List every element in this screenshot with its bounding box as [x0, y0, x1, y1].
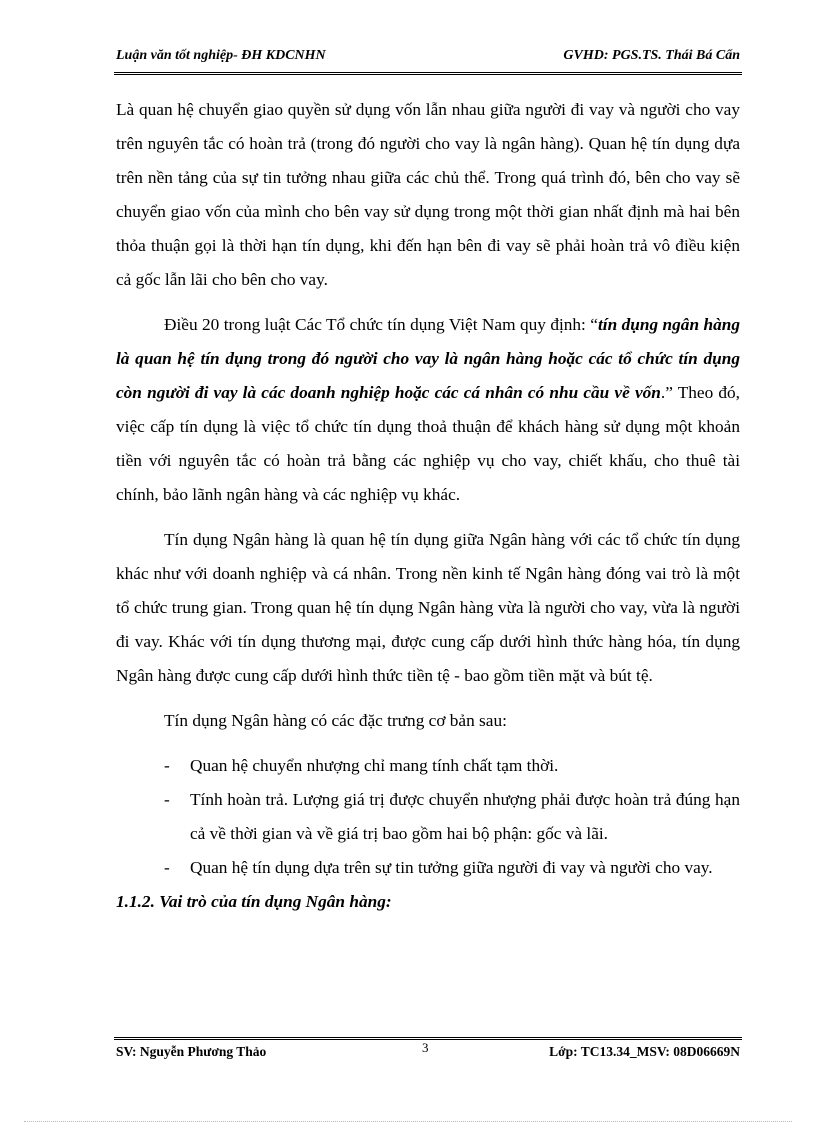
header-divider [114, 72, 742, 75]
law-explanation-text: .” Theo đó, việc cấp tín dụng là việc tổ chức tín dụng thoả thuận để khách hàng sử dụng một khoản tiền với nguyên tắc có hoàn trả bằng các nghiệp vụ cho vay, chiết khấu, cho thuê tài chính, bảo lãnh ngân hàng và các nghiệp vụ khác. [116, 383, 740, 504]
header-advisor: GVHD: PGS.TS. Thái Bá Cẩn [563, 48, 740, 63]
paragraph-bank-credit: Tín dụng Ngân hàng là quan hệ tín dụng giữa Ngân hàng với các tổ chức tín dụng khác như với doanh nghiệp và cá nhân. Trong nền kinh tế Ngân hàng đóng vai trò là một tổ chức trung gian. Trong quan hệ tín dụng Ngân hàng vừa là người cho vay, vừa là người đi vay. Khác với tín dụng thương mại, được cung cấp dưới hình thức hàng hóa, tín dụng Ngân hàng được cung cấp dưới hình thức tiền tệ - bao gồm tiền mặt và bút tệ. [116, 530, 740, 685]
footer-class-id: Lớp: TC13.34_MSV: 08D06669N [549, 1044, 740, 1059]
list-item [116, 783, 740, 851]
law-intro-text: Điều 20 trong luật Các Tổ chức tín dụng Việt Nam quy định: “ [164, 315, 598, 334]
document-body [116, 93, 740, 919]
list-item-text: Quan hệ tín dụng dựa trên sự tin tưởng giữa người đi vay và người cho vay. [190, 858, 713, 877]
page-header [116, 48, 740, 68]
page-bottom-dotted-border [24, 1121, 792, 1122]
list-item [116, 851, 740, 885]
page-footer [116, 1040, 740, 1064]
bullet-dash: - [164, 756, 170, 775]
paragraph-characteristics-intro: Tín dụng Ngân hàng có các đặc trưng cơ bản sau: [164, 711, 507, 730]
header-thesis-title: Luận văn tốt nghiệp- ĐH KDCNHN [116, 48, 326, 63]
law-quote: tín dụng ngân hàng là quan hệ tín dụng trong đó người cho vay là ngân hàng hoặc các tổ chức tín dụng còn người đi vay là các doanh nghiệp hoặc các cá nhân có nhu cầu về vốn [116, 315, 741, 402]
list-item-text: Tính hoàn trả. Lượng giá trị được chuyển nhượng phải được hoàn trả đúng hạn cả về thời gian và về giá trị bao gồm hai bộ phận: gốc và lãi. [190, 790, 740, 843]
bullet-dash: - [164, 858, 170, 877]
list-item [116, 749, 740, 783]
paragraph-law-article-20 [116, 308, 740, 512]
bullet-dash: - [164, 790, 170, 809]
footer-student-name: SV: Nguyễn Phương Thảo [116, 1044, 267, 1059]
section-heading: 1.1.2. Vai trò của tín dụng Ngân hàng: [116, 892, 392, 911]
paragraph-credit-definition: Là quan hệ chuyển giao quyền sử dụng vốn lẫn nhau giữa người đi vay và người cho vay trên nguyên tắc có hoàn trả (trong đó người cho vay là ngân hàng). Quan hệ tín dụng dựa trên nền tảng của sự tin tưởng nhau giữa các chủ thể. Trong quá trình đó, bên cho vay sẽ chuyển giao vốn của mình cho bên vay sử dụng trong một thời gian nhất định mà hai bên thỏa thuận gọi là thời hạn tín dụng, khi đến hạn bên đi vay sẽ phải hoàn trả vô điều kiện cả gốc lẫn lãi cho bên cho vay. [116, 100, 740, 289]
page-number: 3 [422, 1040, 429, 1055]
list-item-text: Quan hệ chuyển nhượng chỉ mang tính chất tạm thời. [190, 756, 559, 775]
